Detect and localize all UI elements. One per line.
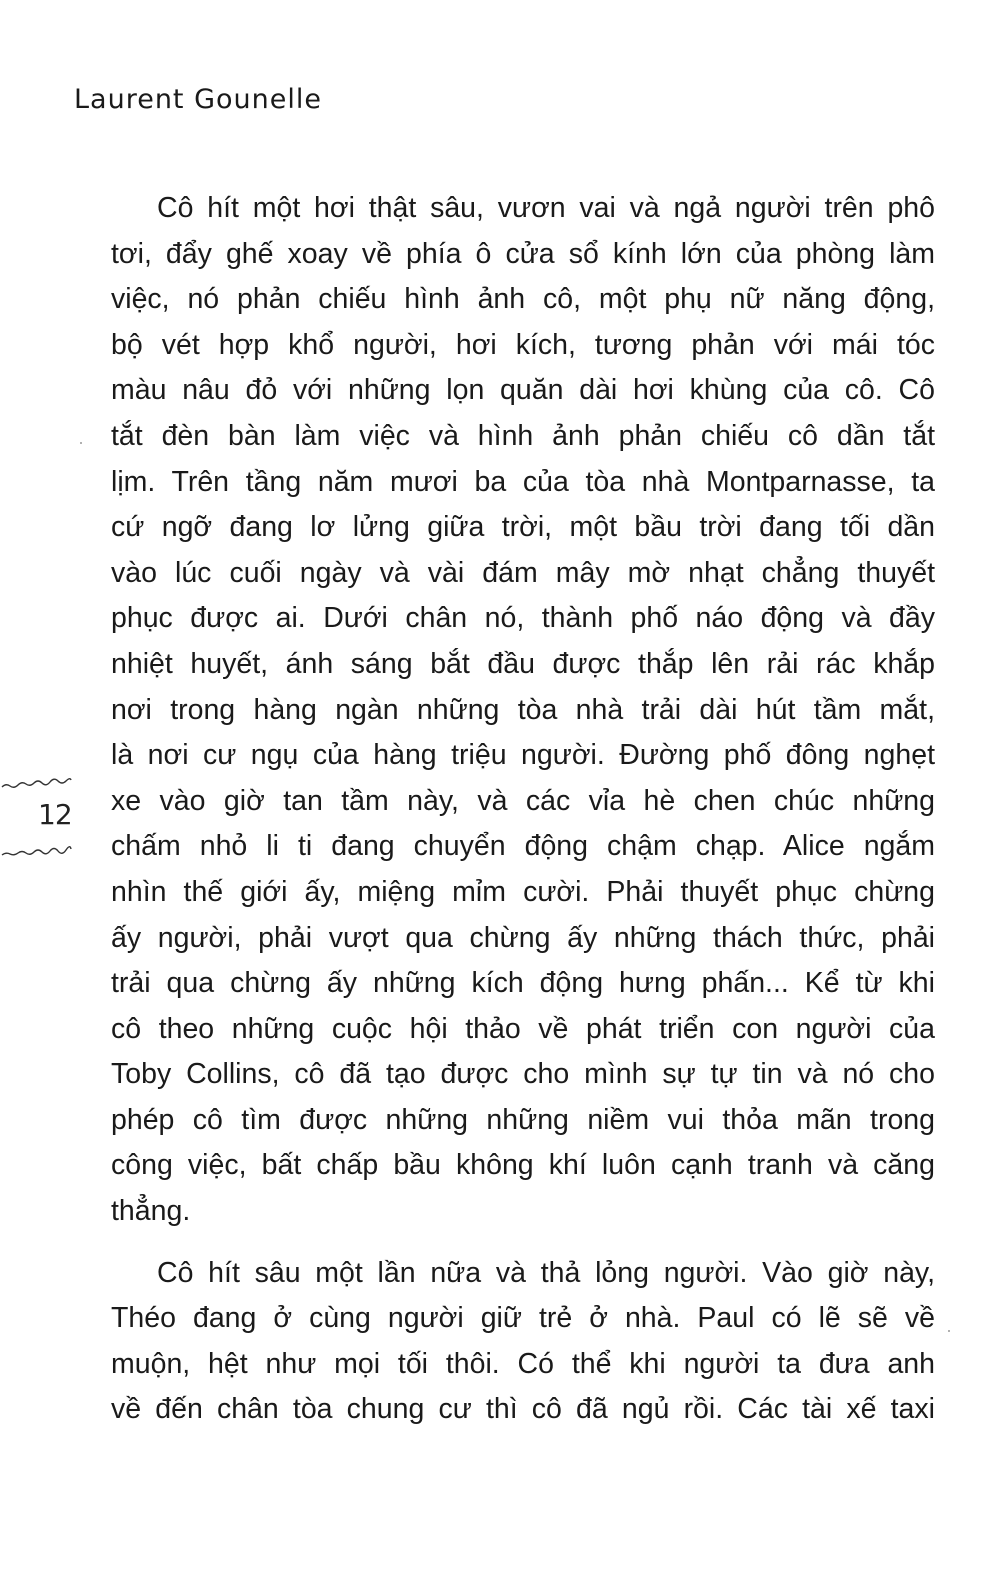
text-line: cô theo những cuộc hội thảo về phát triển con người của (111, 1012, 935, 1045)
text-line: phục được ai. Dưới chân nó, thành phố náo động và đầy (111, 602, 935, 635)
text-line: Cô hít sâu một lần nữa và thả lỏng người. Vào giờ này, (157, 1256, 935, 1289)
text-line: Cô hít một hơi thật sâu, vươn vai và ngả người trên phô (157, 192, 935, 224)
text-line: muộn, hệt như mọi tối thôi. Có thể khi người ta đưa anh (111, 1347, 935, 1380)
paragraph-1 (111, 186, 935, 1235)
text-line: là nơi cư ngụ của hàng triệu người. Đường phố đông nghẹt (111, 739, 935, 772)
text-line: nhìn thế giới ấy, miệng mỉm cười. Phải thuyết phục chừng (111, 875, 935, 908)
text-line: trải qua chừng ấy những kích động hưng phấn... Kể từ khi (111, 967, 935, 1000)
scan-speck (948, 1330, 950, 1332)
wavy-rule-top-icon (0, 778, 72, 790)
scan-speck (80, 442, 82, 444)
text-line: thẳng. (111, 1195, 191, 1228)
text-line: cứ ngỡ đang lơ lửng giữa trời, một bầu trời đang tối dần (111, 511, 935, 544)
text-line: nhiệt huyết, ánh sáng bắt đầu được thắp lên rải rác khắp (111, 647, 935, 680)
text-line: về đến chân tòa chung cư thì cô đã ngủ rồi. Các tài xế taxi (111, 1393, 935, 1426)
wavy-rule-bottom-icon (0, 846, 72, 858)
text-line: ấy người, phải vượt qua chừng ấy những thách thức, phải (111, 921, 935, 954)
text-line: nơi trong hàng ngàn những tòa nhà trải dài hút tầm mắt, (111, 693, 935, 726)
text-line: Théo đang ở cùng người giữ trẻ ở nhà. Paul có lẽ sẽ về (111, 1302, 935, 1335)
paragraph-gap (111, 1235, 935, 1251)
text-line: vào lúc cuối ngày và vài đám mây mờ nhạt chẳng thuyết (111, 556, 935, 589)
text-line: công việc, bất chấp bầu không khí luôn cạnh tranh và căng (111, 1149, 935, 1182)
page-number: 12 (38, 798, 72, 831)
text-line: lịm. Trên tầng năm mươi ba của tòa nhà Montparnasse, ta (111, 465, 935, 498)
running-header-author: Laurent Gounelle (74, 84, 322, 115)
body-text (111, 186, 935, 1433)
text-line: việc, nó phản chiếu hình ảnh cô, một phụ nữ năng động, (111, 283, 935, 316)
text-line: chấm nhỏ li ti đang chuyển động chậm chạp. Alice ngắm (111, 830, 935, 863)
text-line: tơi, đẩy ghế xoay về phía ô cửa sổ kính lớn của phòng làm (111, 237, 935, 270)
text-line: Toby Collins, cô đã tạo được cho mình sự tự tin và nó cho (111, 1058, 935, 1091)
text-line: tắt đèn bàn làm việc và hình ảnh phản chiếu cô dần tắt (111, 419, 935, 452)
text-line: màu nâu đỏ với những lọn quăn dài hơi khùng của cô. Cô (111, 374, 935, 407)
text-line: phép cô tìm được những những niềm vui thỏa mãn trong (111, 1103, 935, 1136)
page-number-ornament (0, 778, 72, 858)
text-line: xe vào giờ tan tầm này, và các vỉa hè chen chúc những (111, 784, 935, 817)
paragraph-2 (111, 1251, 935, 1433)
text-line: bộ vét hợp khổ người, hơi kích, tương phản với mái tóc (111, 328, 935, 361)
